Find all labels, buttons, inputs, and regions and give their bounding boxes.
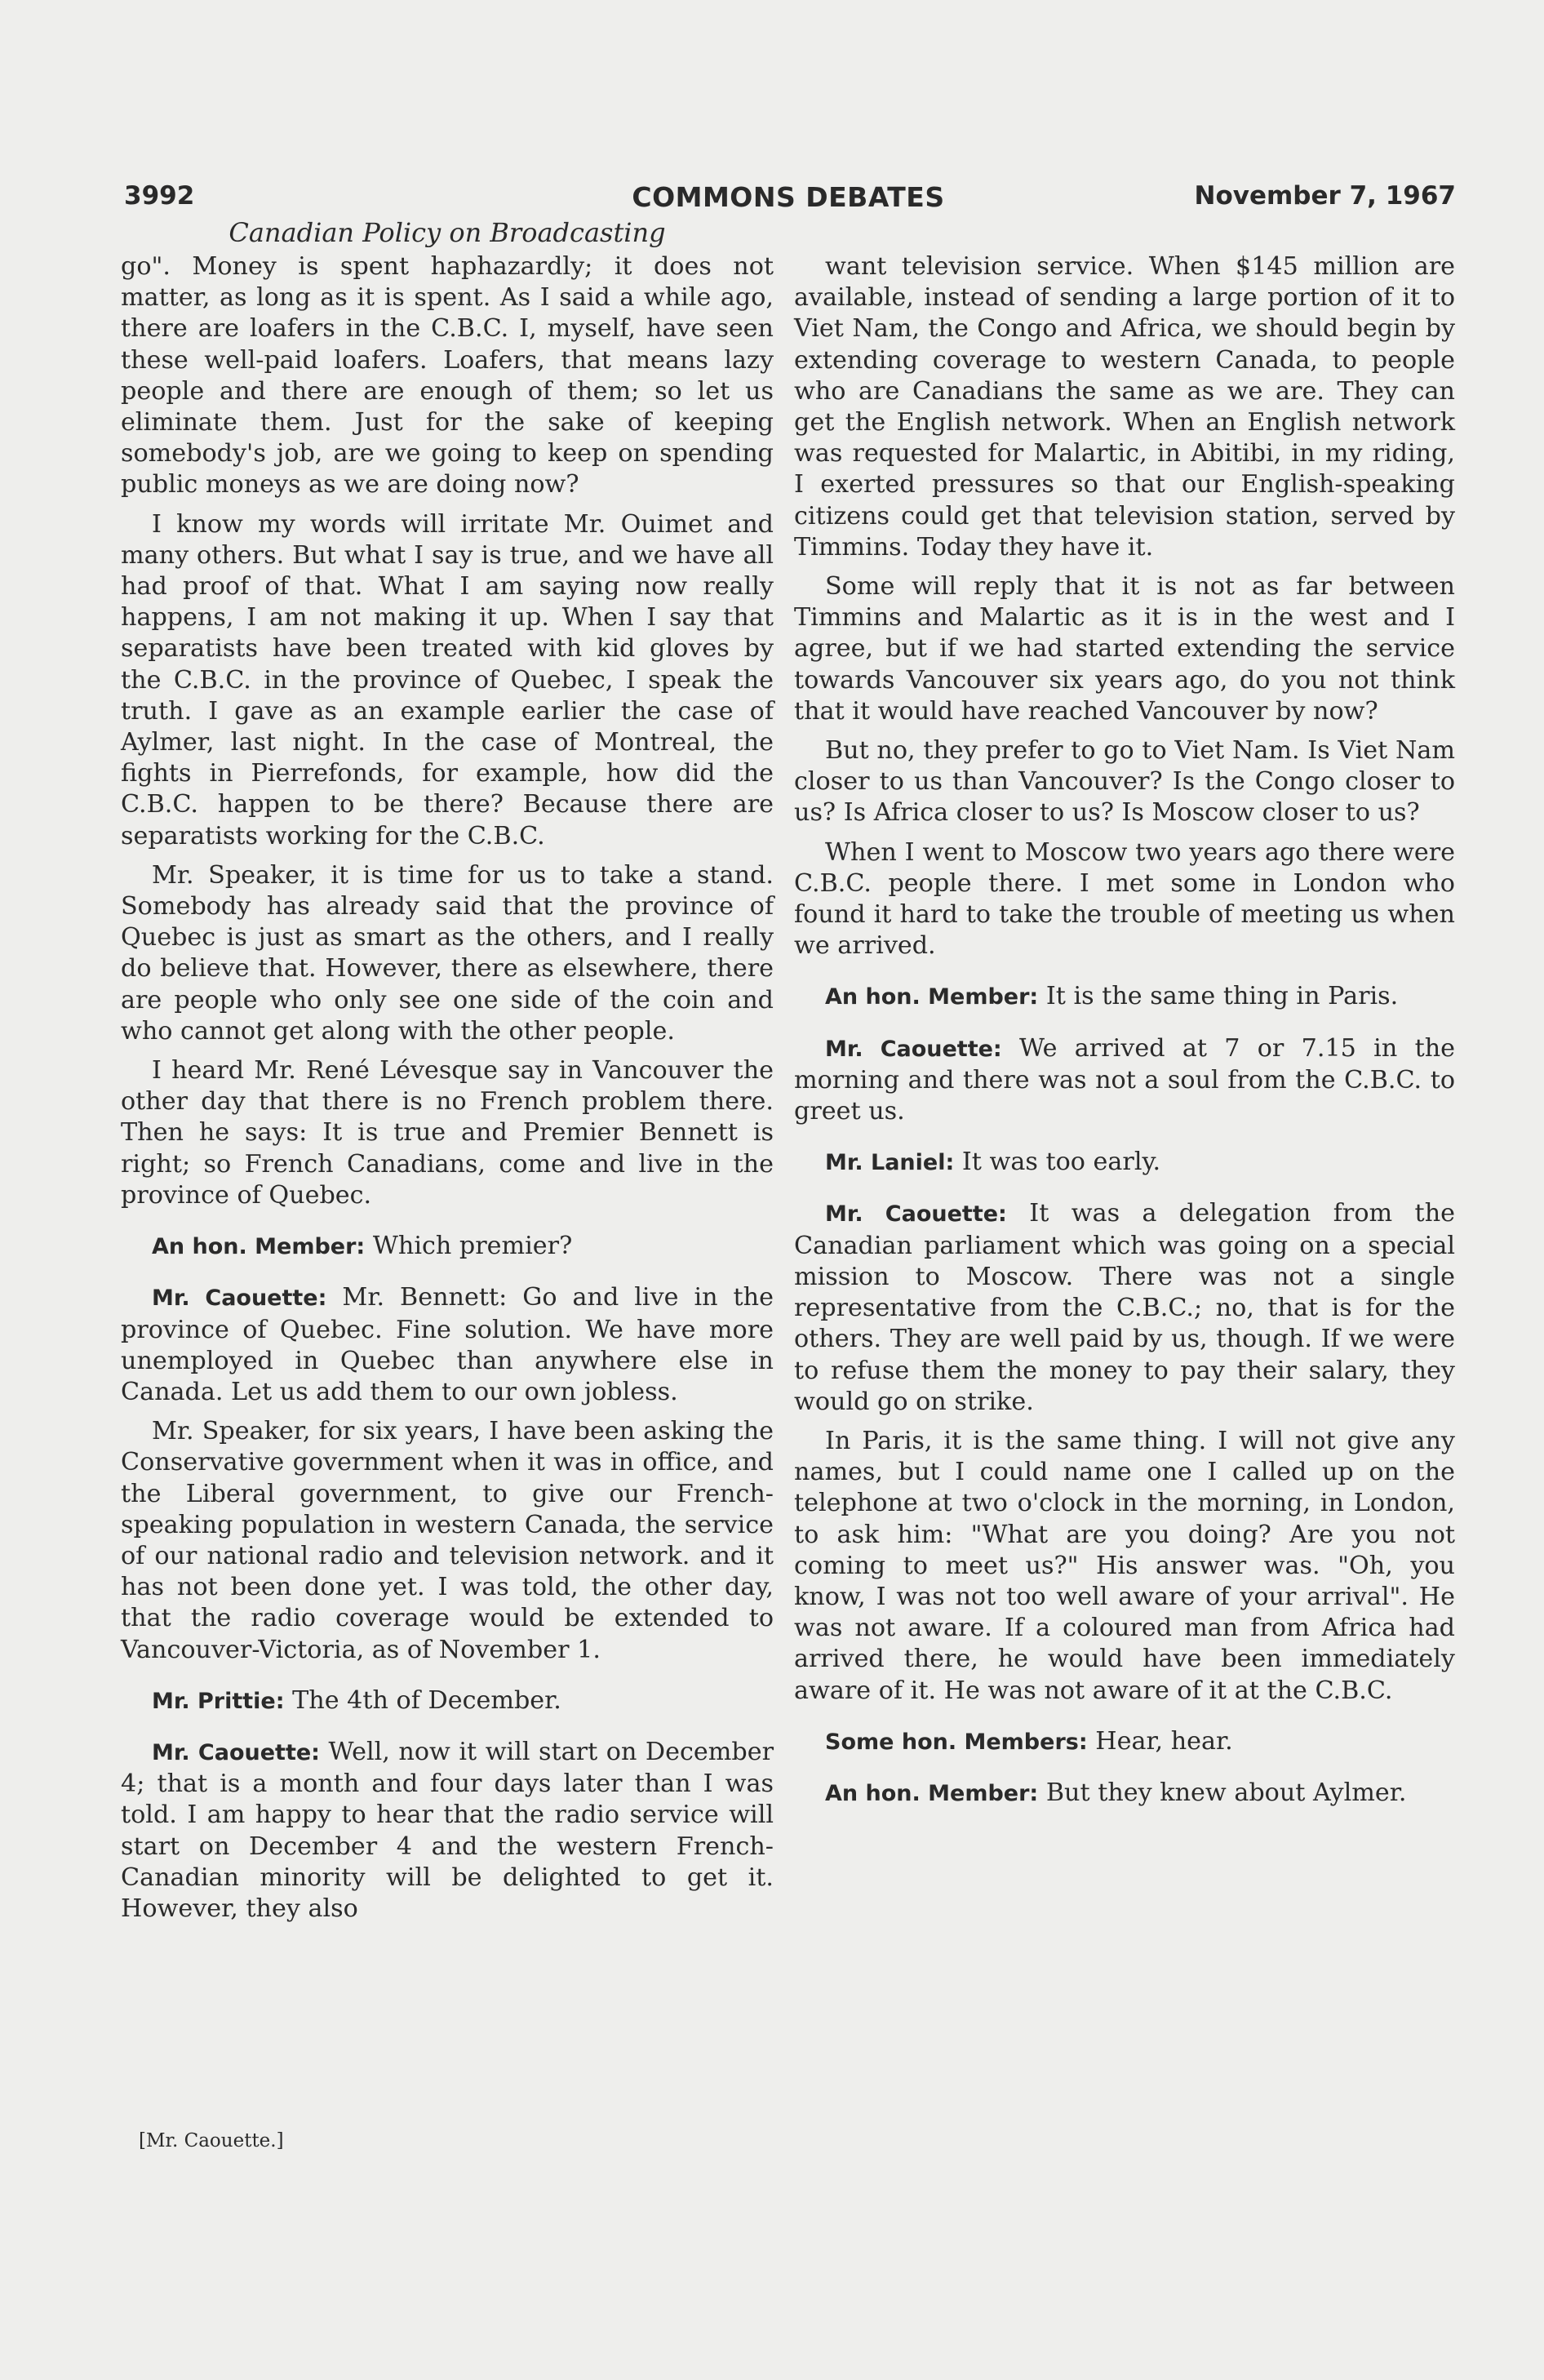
paragraph bbox=[794, 251, 1455, 563]
paragraph bbox=[121, 509, 774, 852]
paragraph bbox=[794, 1033, 1455, 1128]
issue-date: November 7, 1967 bbox=[1194, 181, 1456, 211]
paragraph bbox=[794, 571, 1455, 727]
paragraph-text: I know my words will irritate Mr. Ouimet and many others. But what I say is true, and we have all had proof of that. What I am saying now really happens, I am not making it up. When I say that separatists have been treated with kid gloves by the C.B.C. in the province of Quebec, I speak the truth. I gave as an example earlier the case of Aylmer, last night. In the case of Montreal, the fights in Pierrefonds, for example, how did the C.B.C. happen to be there? Because there are separatists working for the C.B.C. bbox=[121, 509, 774, 850]
paragraph-text: want television service. When $145 million are available, instead of sending a large portion of it to Viet Nam, the Congo and Africa, we should begin by extending coverage to western Canada, to people who are Canadians the same as we are. They can get the English network. When an English network was requested for Malartic, in Abitibi, in my riding, I exerted pressures so that our English-speaking citizens could get that television station, served by Timmins. Today they have it. bbox=[794, 252, 1455, 562]
paragraph bbox=[794, 837, 1455, 962]
speaker-footnote: [Mr. Caouette.] bbox=[139, 2130, 284, 2151]
right-column bbox=[794, 251, 1455, 1818]
speaker-name: Mr. Caouette: bbox=[825, 1036, 1002, 1062]
speaker-name: Mr. Caouette: bbox=[825, 1201, 1007, 1228]
paragraph-text: Mr. Speaker, for six years, I have been asking the Conservative government when it was in office, and the Liberal government, to give our French-speaking population in western Canada, the service of our national radio and television network. and it has not been done yet. I was told, the other day, that the radio coverage would be extended to Vancouver-Victoria, as of November 1. bbox=[121, 1417, 774, 1664]
page-number: 3992 bbox=[124, 181, 195, 211]
paragraph-text: It is the same thing in Paris. bbox=[1045, 982, 1399, 1011]
page-header bbox=[121, 178, 1456, 219]
paragraph bbox=[121, 1282, 774, 1408]
paragraph-text: But they knew about Aylmer. bbox=[1045, 1778, 1407, 1807]
paragraph bbox=[794, 1198, 1455, 1417]
paragraph-text: It was a delegation from the Canadian parliament which was going on a special mission to Moscow. There was not a single representative from the C.B.C.; no, that is for the others. They are well paid by us, though. If we were to refuse them the money to pay their salary, they would go on strike. bbox=[794, 1199, 1455, 1416]
paragraph-text: Some will reply that it is not as far between Timmins and Malartic as it is in the west and I agree, but if we had started extending the service towards Vancouver six years ago, do you not think that it would have reached Vancouver by now? bbox=[794, 572, 1455, 726]
paragraph bbox=[794, 981, 1455, 1013]
paragraph-text: Mr. Bennett: Go and live in the province of Quebec. Fine solution. We have more unemployed in Quebec than anywhere else in Canada. Let us add them to our own jobless. bbox=[121, 1283, 774, 1406]
speaker-name: Mr. Laniel: bbox=[825, 1150, 955, 1176]
section-title: Canadian Policy on Broadcasting bbox=[228, 217, 666, 248]
paragraph-text: In Paris, it is the same thing. I will not give any names, but I could name one I called up on the telephone at two o'clock in the morning, in London, to ask him: "What are you doing? Are you not coming to meet us?" His answer was. "Oh, you know, I was not too well aware of your arrival". He was not aware. If a coloured man from Africa had arrived there, he would have been immediately aware of it. He was not aware of it at the C.B.C. bbox=[794, 1426, 1455, 1705]
speaker-name: Mr. Caouette: bbox=[152, 1285, 327, 1312]
speaker-name: Mr. Caouette: bbox=[152, 1739, 320, 1765]
paragraph bbox=[794, 1147, 1455, 1179]
paragraph bbox=[794, 1778, 1455, 1809]
paragraph-text: Which premier? bbox=[372, 1232, 573, 1261]
speaker-name: An hon. Member: bbox=[152, 1234, 366, 1260]
paragraph-text: But no, they prefer to go to Viet Nam. Is Viet Nam closer to us than Vancouver? Is the Congo closer to us? Is Africa closer to us? Is Moscow closer to us? bbox=[794, 736, 1455, 828]
paragraph-text: I heard Mr. René Lévesque say in Vancouver the other day that there is no French problem there. Then he says: It is true and Premier Bennett is right; so French Canadians, come and live in the province of Quebec. bbox=[121, 1056, 774, 1210]
publication-title: COMMONS DEBATES bbox=[632, 181, 945, 213]
paragraph-text: Mr. Speaker, it is time for us to take a stand. Somebody has already said that the province of Quebec is just as smart as the others, and I really do believe that. However, there as elsewhere, there are people who only see one side of the coin and who cannot get along with the other people. bbox=[121, 860, 774, 1046]
paragraph-text: Hear, hear. bbox=[1095, 1726, 1233, 1756]
speaker-name: An hon. Member: bbox=[825, 1780, 1039, 1806]
paragraph bbox=[794, 1426, 1455, 1707]
speaker-name: Some hon. Members: bbox=[825, 1729, 1088, 1755]
paragraph-text: The 4th of December. bbox=[292, 1685, 561, 1715]
paragraph bbox=[121, 1685, 774, 1717]
paragraph bbox=[121, 1737, 774, 1925]
paragraph bbox=[121, 1231, 774, 1263]
speaker-name: An hon. Member: bbox=[825, 984, 1039, 1010]
paragraph bbox=[794, 735, 1455, 829]
paragraph-text: When I went to Moscow two years ago there were C.B.C. people there. I met some in London who found it hard to take the trouble of meeting us when we arrived. bbox=[794, 837, 1455, 961]
paragraph-text: We arrived at 7 or 7.15 in the morning and there was not a soul from the C.B.C. to greet us. bbox=[794, 1033, 1456, 1126]
paragraph bbox=[121, 251, 774, 501]
paragraph bbox=[794, 1726, 1455, 1758]
paragraph-text: Well, now it will start on December 4; that is a month and four days later than I was told. I am happy to hear that the radio service will start on December 4 and the western French-Canadian minority will be delighted to get it. However, they also bbox=[121, 1737, 774, 1923]
paragraph-text: It was too early. bbox=[961, 1148, 1161, 1177]
paragraph bbox=[121, 860, 774, 1047]
speaker-name: Mr. Prittie: bbox=[152, 1688, 285, 1714]
paragraph bbox=[121, 1416, 774, 1666]
left-column bbox=[121, 251, 774, 1933]
paragraph-text: go". Money is spent haphazardly; it does not matter, as long as it is spent. As I said a while ago, there are loafers in the C.B.C. I, myself, have seen these well-paid loafers. Loafers, that means lazy people and there are enough of them; so let us eliminate them. Just for the sake of keeping somebody's job, are we going to keep on spending public moneys as we are doing now? bbox=[121, 252, 774, 500]
paragraph bbox=[121, 1055, 774, 1211]
